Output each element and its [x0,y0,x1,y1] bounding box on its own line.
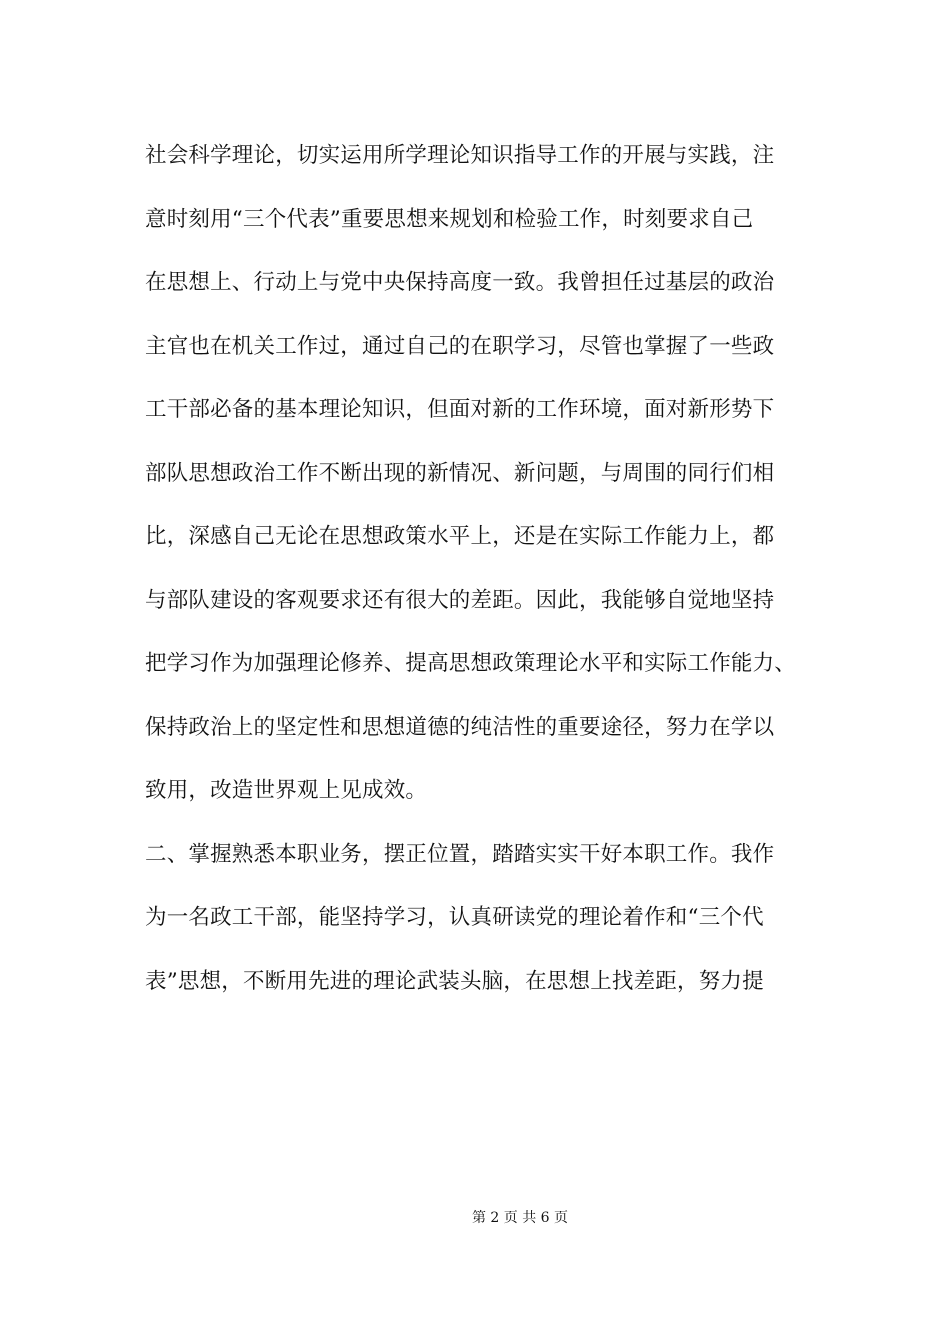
text-line: 比，深感自己无论在思想政策水平上，还是在实际工作能力上，都 [145,524,775,549]
text-line: 在思想上、行动上与党中央保持高度一致。我曾担任过基层的政治 [145,270,775,295]
text-line: 表”思想，不断用先进的理论武装头脑，在思想上找差距，努力提 [145,968,764,994]
text-line: 意时刻用“三个代表”重要思想来规划和检验工作，时刻要求自己 [145,206,754,232]
text-line: 社会科学理论，切实运用所学理论知识指导工作的开展与实践，注 [145,143,775,168]
body-text [145,136,825,1025]
text-line: 二、掌握熟悉本职业务，摆正位置，踏踏实实干好本职工作。我作 [145,841,775,867]
text-line: 主官也在机关工作过，通过自己的在职学习，尽管也掌握了一些政 [145,333,775,359]
text-line: 部队思想政治工作不断出现的新情况、新问题，与周围的同行们相 [145,460,775,486]
text-line: 工干部必备的基本理论知识，但面对新的工作环境，面对新形势下 [145,397,775,422]
page-number-footer: 第 2 页 共 6 页 [471,1210,569,1226]
text-line: 保持政治上的坚定性和思想道德的纯洁性的重要途径，努力在学以 [145,714,775,740]
text-line: 把学习作为加强理论修养、提高思想政策理论水平和实际工作能力、 [145,651,797,676]
text-line: 与部队建设的客观要求还有很大的差距。因此，我能够自觉地坚持 [145,587,775,613]
text-line: 致用，改造世界观上见成效。 [145,778,428,803]
text-line: 为一名政工干部，能坚持学习，认真研读党的理论着作和“三个代 [145,905,764,930]
